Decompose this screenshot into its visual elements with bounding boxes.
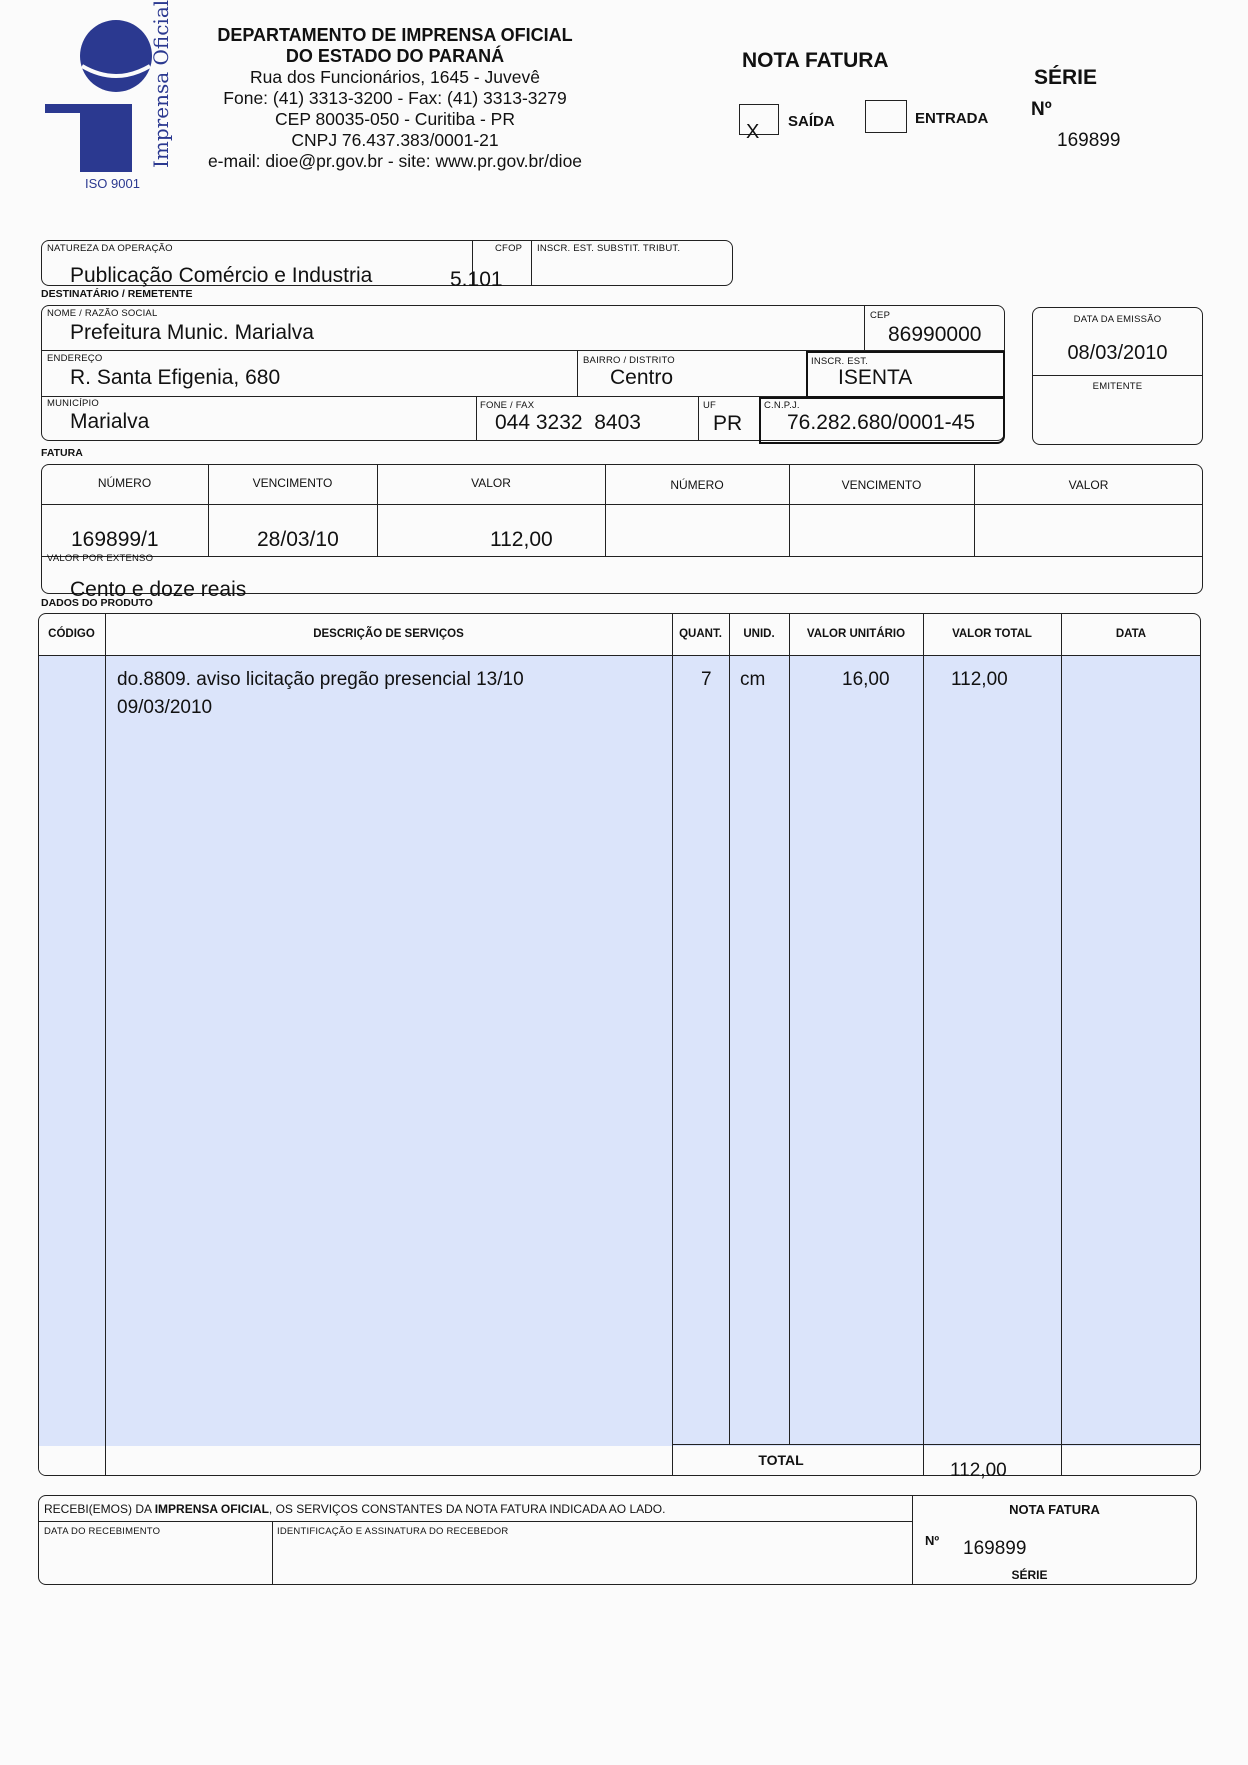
receipt-numero: 169899 — [963, 1538, 1027, 1559]
products-fill — [39, 656, 1201, 1446]
issuer-phone: Fone: (41) 3313-3200 - Fax: (41) 3313-3279 — [223, 88, 567, 108]
emitente-label: EMITENTE — [1092, 381, 1143, 392]
extenso-label: VALOR POR EXTENSO — [47, 553, 154, 564]
receipt-text-bold: IMPRENSA OFICIAL — [154, 1502, 269, 1516]
products-section: DADOS DO PRODUTO — [41, 597, 153, 609]
issuer-contact: e-mail: dioe@pr.gov.br - site: www.pr.gov.br/dioe — [207, 151, 583, 171]
extenso-value: Cento e doze reais — [70, 578, 247, 601]
uf-value: PR — [713, 412, 743, 435]
entrada-checkbox[interactable] — [865, 100, 907, 133]
natureza-label: NATUREZA DA OPERAÇÃO — [47, 243, 173, 254]
serie-label: SÉRIE — [1034, 66, 1098, 89]
entrada-label: ENTRADA — [915, 110, 989, 127]
fatura-section: FATURA — [41, 447, 83, 459]
municipio-label: MUNICÍPIO — [47, 398, 99, 409]
receipt-text-pre: RECEBI(EMOS) DA — [44, 1502, 155, 1516]
col-total: VALOR TOTAL — [952, 628, 1032, 640]
issuer-name: DEPARTAMENTO DE IMPRENSA OFICIAL — [217, 25, 573, 45]
cfop-value: 5.101 — [450, 268, 503, 291]
issuer-cnpj: CNPJ 76.437.383/0001-21 — [291, 130, 499, 150]
issuer-cep: CEP 80035-050 - Curitiba - PR — [275, 109, 515, 129]
issuer-block — [190, 25, 600, 172]
nome-label: NOME / RAZÃO SOCIAL — [47, 308, 158, 319]
cfop-label: CFOP — [495, 243, 523, 254]
fatura-header-vencimento-2: VENCIMENTO — [841, 478, 922, 492]
col-codigo: CÓDIGO — [48, 628, 95, 640]
saida-label: SAÍDA — [788, 113, 835, 130]
fatura-vencimento: 28/03/10 — [257, 528, 339, 551]
total-value: 112,00 — [950, 1460, 1007, 1481]
logo — [44, 0, 184, 193]
fatura-valor: 112,00 — [490, 528, 553, 551]
identificacao-label: IDENTIFICAÇÃO E ASSINATURA DO RECEBEDOR — [277, 1526, 509, 1537]
recipient-section: DESTINATÁRIO / REMETENTE — [41, 288, 193, 300]
col-descricao: DESCRIÇÃO DE SERVIÇOS — [313, 628, 464, 640]
inscr-subst-label: INSCR. EST. SUBSTIT. TRIBUT. — [537, 243, 681, 254]
logo-vertical-text: Imprensa Oficial — [149, 0, 173, 168]
receipt-text-post: , OS SERVIÇOS CONSTANTES DA NOTA FATURA INDICADA AO LADO. — [268, 1502, 666, 1516]
municipio-value: Marialva — [70, 410, 150, 433]
emission-label: DATA DA EMISSÃO — [1073, 314, 1162, 325]
fatura-header-vencimento-1: VENCIMENTO — [252, 476, 333, 490]
natureza-value: Publicação Comércio e Industria — [70, 264, 373, 287]
iso-label: ISO 9001 — [85, 176, 140, 191]
receipt-serie-label: SÉRIE — [1011, 1568, 1048, 1582]
product-total: 112,00 — [951, 669, 1008, 690]
receipt-statement — [44, 1502, 665, 1516]
cep-label: CEP — [870, 310, 891, 321]
fatura-numero: 169899/1 — [71, 528, 159, 551]
cep-value: 86990000 — [888, 323, 982, 346]
bairro-label: BAIRRO / DISTRITO — [583, 355, 675, 366]
fone-label: FONE / FAX — [480, 400, 535, 411]
invoice-number: 169899 — [1057, 130, 1121, 151]
emission-date: 08/03/2010 — [1067, 342, 1168, 364]
endereco-value: R. Santa Efigenia, 680 — [70, 366, 281, 389]
data-recebimento-label: DATA DO RECEBIMENTO — [44, 1526, 161, 1537]
product-unid: cm — [740, 669, 766, 690]
total-band — [39, 1446, 1201, 1476]
product-description-line1: do.8809. aviso licitação pregão presencial 13/10 — [117, 669, 524, 690]
col-unitario: VALOR UNITÁRIO — [806, 628, 906, 640]
fatura-header-numero-2: NÚMERO — [670, 478, 724, 492]
bairro-value: Centro — [610, 366, 674, 389]
cnpj-value: 76.282.680/0001-45 — [787, 411, 976, 434]
total-label: TOTAL — [758, 1452, 804, 1468]
endereco-label: ENDEREÇO — [47, 353, 103, 364]
receipt-nota-label: NOTA FATURA — [1009, 1502, 1100, 1517]
emission-box — [1032, 307, 1203, 445]
cnpj-label: C.N.P.J. — [764, 400, 800, 411]
numero-label: Nº — [1031, 99, 1052, 120]
invoice-title: NOTA FATURA — [742, 49, 889, 72]
uf-label: UF — [703, 400, 717, 411]
saida-mark: X — [746, 121, 760, 143]
receipt-numero-label: Nº — [925, 1533, 940, 1548]
fone-value: 044 3232 8403 — [495, 411, 641, 434]
products-box — [38, 613, 1201, 1476]
nome-value: Prefeitura Munic. Marialva — [70, 321, 314, 344]
issuer-address: Rua dos Funcionários, 1645 - Juvevê — [250, 67, 540, 87]
fatura-header-valor-2: VALOR — [1068, 478, 1109, 492]
product-unitario: 16,00 — [842, 669, 890, 690]
issuer-state: DO ESTADO DO PARANÁ — [285, 46, 505, 66]
col-data: DATA — [1115, 628, 1147, 640]
inscr-value: ISENTA — [838, 366, 913, 389]
product-quant: 7 — [701, 669, 712, 690]
col-unid: UNID. — [743, 628, 775, 640]
col-quant: QUANT. — [679, 628, 722, 640]
inscr-label: INSCR. EST. — [811, 356, 869, 367]
product-description-line2: 09/03/2010 — [117, 697, 213, 718]
fatura-header-numero-1: NÚMERO — [97, 476, 152, 490]
fatura-header-valor-1: VALOR — [471, 476, 511, 490]
